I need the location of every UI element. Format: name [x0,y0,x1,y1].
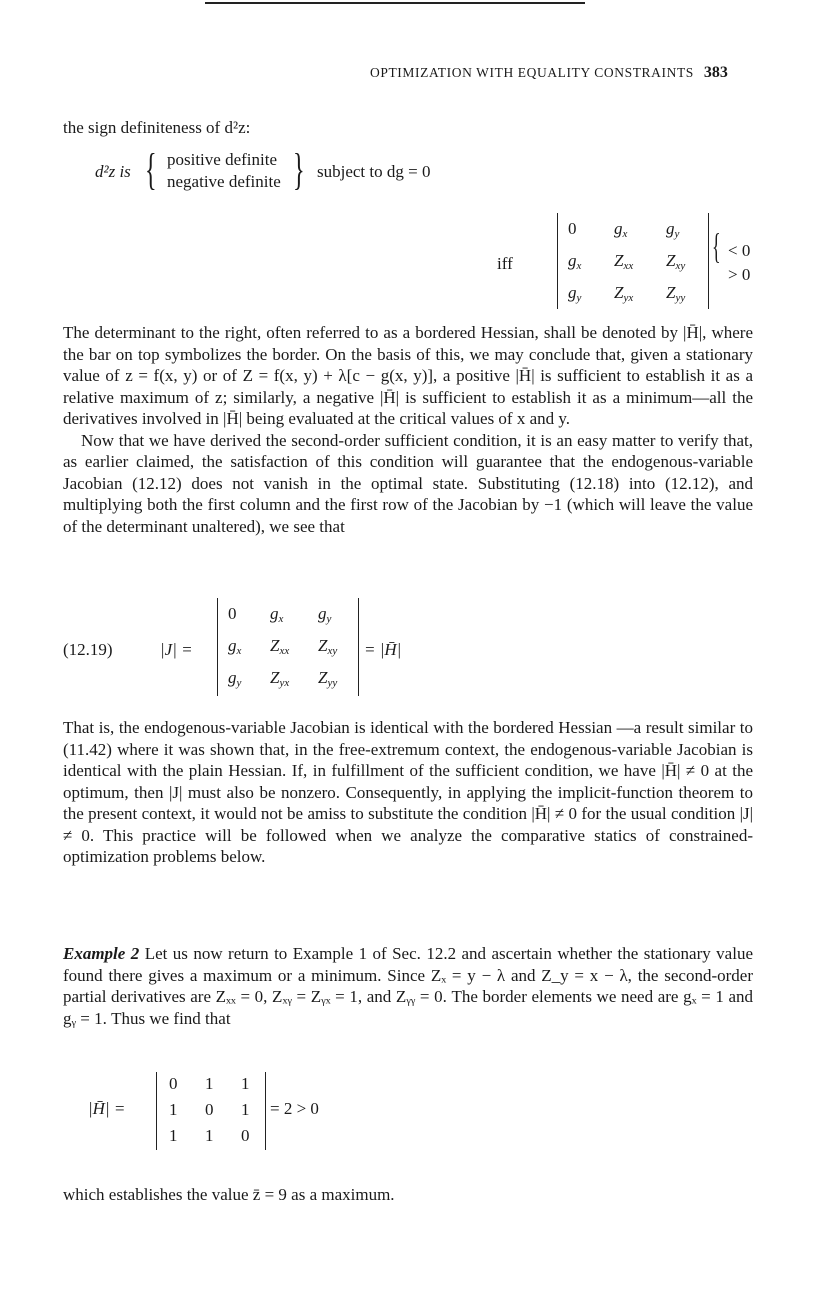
matrix-cell: 0 [205,1100,214,1119]
matrix-cell: $g_x$ [614,219,628,240]
paragraph-3: That is, the endogenous-variable Jacobian is identical with the bordered Hessian —a result similar to (11.42) where it was shown that, in the free-extremum context, the endogenous-variable Jacobian is identical with the plain Hessian. If, in fulfillment of the sufficient condition, we have |H̄| ≠ 0 at the optimum, then |J| must also be nonzero. Consequently, in applying the implicit-function theorem to the present context, it would not be amiss to substitute the condition |H̄| ≠ 0 for the usual condition |J| ≠ 0. This practice will be followed when we analyze the comparative statics of constrained-optimization problems below. [63,718,753,866]
iff-label: iff [497,254,513,273]
matrix-cell: 1 [205,1074,214,1093]
condition-lhs: d²z is [95,162,131,181]
running-title: OPTIMIZATION WITH EQUALITY CONSTRAINTS [370,65,694,80]
top-rule [205,2,585,4]
matrix-cell: $g_y$ [568,283,582,304]
matrix-cell: $g_x$ [568,251,582,272]
matrix-cell: 0 [568,219,577,238]
matrix-cell: $Z_{xy}$ [666,251,686,272]
numeric-hessian-matrix [156,1072,266,1150]
example-text: Let us now return to Example 1 of Sec. 12.2 and ascertain whether the stationary value found there gives a maximum or a minimum. Since Zₓ = y − λ and Z_y = x − λ, the second-order partial derivatives are Zₓₓ = 0, Zₓᵧ = Zᵧₓ = 1, and Zᵧᵧ = 0. The border elements we need are gₓ = 1 and gᵧ = 1. Thus we find that [63,944,753,1028]
paragraph-1: The determinant to the right, often referred to as a bordered Hessian, shall be denoted by |H̄|, where the bar on top symbolizes the border. On the basis of this, we may conclude that, given a stationary value of z = f(x, y) or of Z = f(x, y) + λ[c − g(x, y)], a positive |H̄| is sufficient to establish it as a relative maximum of z; similarly, a negative |H̄| is sufficient to establish it as a minimum—all the derivatives involved in |H̄| being evaluated at the critical values of x and y. [63,323,753,428]
intro-line: the sign definiteness of d²z: [63,118,251,137]
running-head [370,64,728,82]
jacobian-rhs: = |H̄| [364,640,402,659]
matrix-cell: $Z_{xx}$ [614,251,634,272]
equation-label: (12.19) [63,640,113,659]
matrix-cell: 1 [241,1074,250,1093]
option-negative-definite: negative definite [167,172,281,191]
option-positive-definite: positive definite [167,150,278,169]
example-label: Example 2 [63,944,140,963]
bordered-hessian-matrix [557,213,709,309]
numeric-hessian-lhs: |H̄| = [88,1099,126,1118]
closing-line: which establishes the value z̄ = 9 as a maximum. [63,1185,395,1204]
paragraph-2: Now that we have derived the second-order sufficient condition, it is an easy matter to verify that, as earlier claimed, the satisfaction of this condition will guarantee that the endogenous-variable Jacobian (12.12) does not vanish in the optimal state. Substituting (12.18) into (12.12), and multiplying both the first column and the first row of the Jacobian by −1 (which will leave the value of the determinant unaltered), we see that [63,430,753,536]
matrix-cell: 0 [169,1074,178,1093]
subject-to-constraint: subject to dg = 0 [317,162,431,181]
matrix-cell: $Z_{yx}$ [614,283,634,304]
sign-less-than-zero: < 0 [728,241,751,260]
matrix-cell: 0 [228,604,237,623]
matrix-cell: $g_y$ [228,668,242,689]
jacobian-matrix [217,598,359,696]
matrix-cell: 1 [205,1126,214,1145]
paragraph-bordered-hessian [63,322,753,537]
matrix-cell: $g_y$ [318,604,332,625]
matrix-cell: $Z_{yx}$ [270,668,290,689]
matrix-cell: $g_y$ [666,219,680,240]
example-2-paragraph [63,943,753,1029]
matrix-cell: $g_x$ [270,604,284,625]
matrix-cell: 1 [169,1100,178,1119]
page-number: 383 [703,64,728,81]
matrix-cell: $Z_{yy}$ [318,668,338,689]
numeric-hessian-rhs: = 2 > 0 [270,1099,319,1118]
matrix-cell: $Z_{xx}$ [270,636,290,657]
left-brace: { [145,145,157,194]
sign-greater-than-zero: > 0 [728,265,751,284]
jacobian-lhs: |J| = [160,640,193,659]
matrix-cell: 0 [241,1126,250,1145]
matrix-cell: $Z_{xy}$ [318,636,338,657]
matrix-cell: $g_x$ [228,636,242,657]
sign-brace: { [712,226,721,266]
matrix-cell: 1 [241,1100,250,1119]
right-brace: } [293,145,305,194]
matrix-cell: $Z_{yy}$ [666,283,686,304]
matrix-cell: 1 [169,1126,178,1145]
